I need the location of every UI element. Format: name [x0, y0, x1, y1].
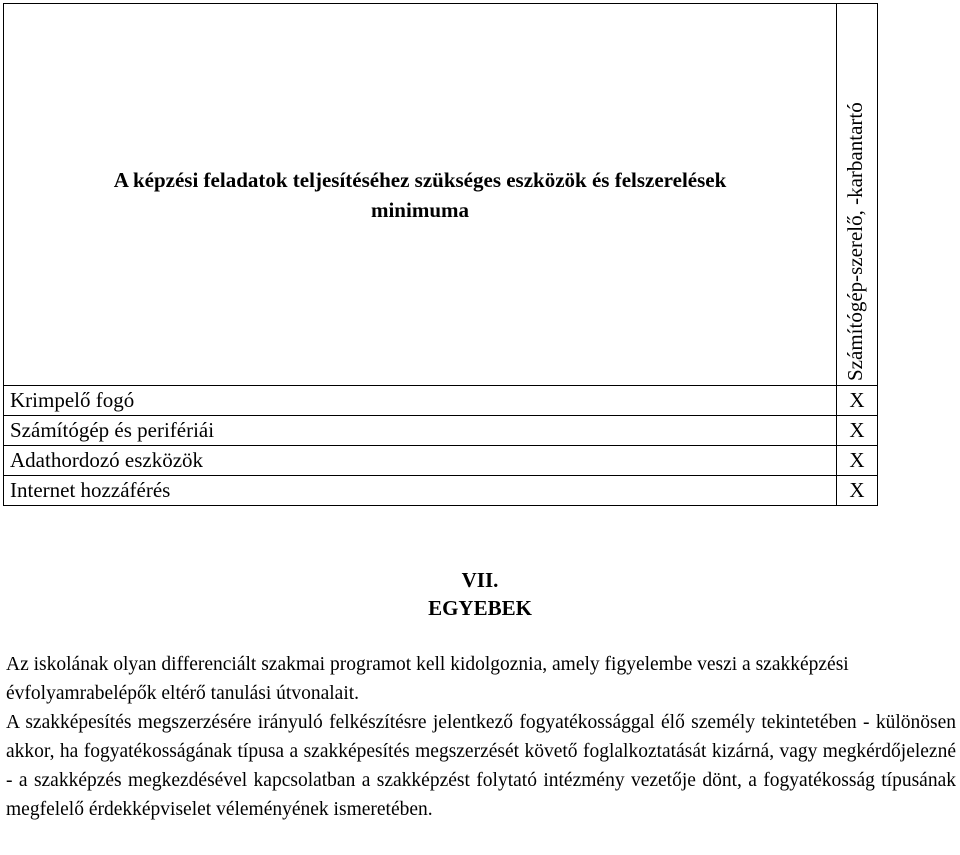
- table-row-mark: X: [837, 476, 878, 506]
- table-row-mark: X: [837, 446, 878, 476]
- table-row-item: Adathordozó eszközök: [4, 446, 837, 476]
- table-row-item: Internet hozzáférés: [4, 476, 837, 506]
- table-header-title: A képzési feladatok teljesítéséhez szükséges eszközök és felszerelések minimuma: [113, 167, 727, 222]
- paragraph-1: Az iskolának olyan differenciált szakmai programot kell kidolgoznia, amely figyelembe veszi a szakképzési évfolyamrabelépők eltérő tanulási útvonalait.: [6, 654, 849, 704]
- table-row: [4, 476, 878, 506]
- table-header-cell: [4, 4, 837, 386]
- table-row: [4, 446, 878, 476]
- section-number: VII.: [461, 568, 499, 592]
- equipment-table: [3, 3, 878, 506]
- paragraph-2: A szakképesítés megszerzésére irányuló felkészítésre jelentkező fogyatékossággal élő személy tekintetében - különösen akkor, ha fogyatékosságának típusa a szakképesítés megszerzését követő foglalkoztatását kizárná, vagy megkérdőjelezné - a szakképzés megkezdésével kapcsolatban a szakképzést folytató intézmény vezetője dönt, a fogyatékosság típusának megfelelő érdekképviselet véleményének ismeretében.: [6, 712, 956, 820]
- section-heading: [0, 566, 960, 622]
- table-row: [4, 386, 878, 416]
- table-row-mark: X: [837, 386, 878, 416]
- table-row-item: Számítógép és perifériái: [4, 416, 837, 446]
- column-header-vertical-text: Számítógép-szerelő, -karbantartó: [843, 102, 867, 381]
- section-title: EGYEBEK: [428, 596, 532, 620]
- table-row-item: Krimpelő fogó: [4, 386, 837, 416]
- table-header-row: [4, 4, 878, 386]
- column-header-cell: [837, 4, 878, 386]
- table-row: [4, 416, 878, 446]
- table-row-mark: X: [837, 416, 878, 446]
